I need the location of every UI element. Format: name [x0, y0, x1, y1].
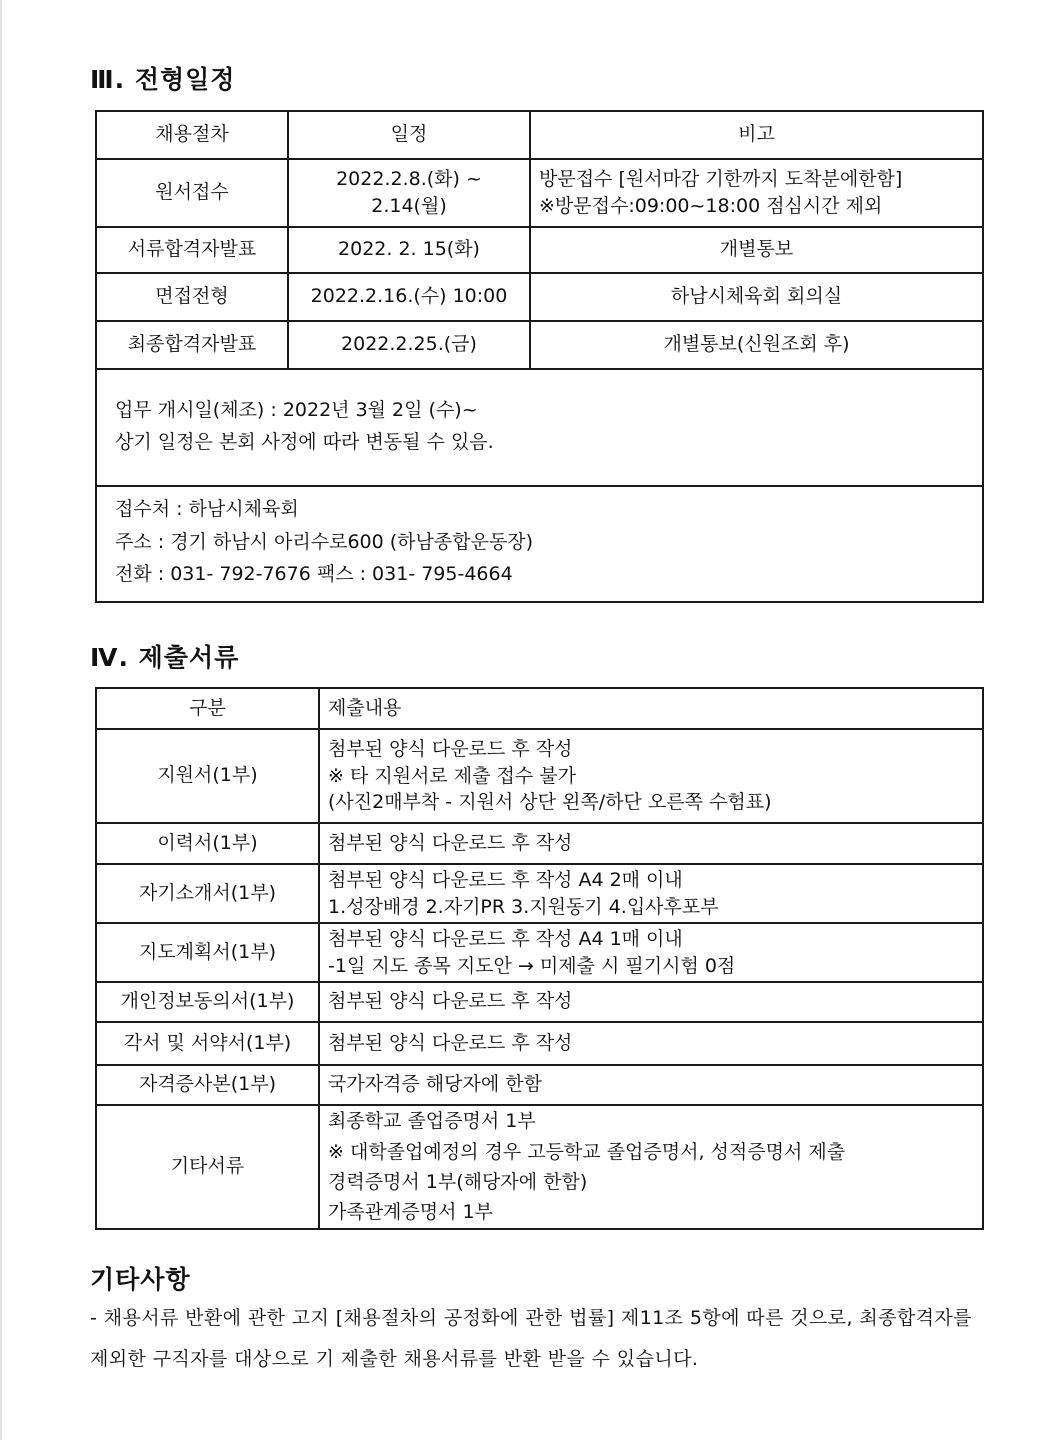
document-content-cell	[319, 982, 983, 1022]
documents-table	[95, 687, 984, 1230]
schedule-date-cell	[288, 159, 530, 227]
document-content-line: 최종학교 졸업증명서 1부	[328, 1110, 536, 1133]
misc-paragraph: - 채용서류 반환에 관한 고지 [채용절차의 공정화에 관한 법률] 제11조 5항에 따른 것으로, 최종합격자를 제외한 구직자를 대상으로 기 제출한 채용서류를 반환 받을 수 있습니다.	[90, 1307, 972, 1370]
schedule-step-cell: 최종합격자발표	[96, 321, 288, 369]
documents-row-application	[96, 729, 983, 823]
document-content-line: -1일 지도 종목 지도안 → 미제출 시 필기시험 0점	[328, 954, 736, 977]
documents-row-pledge	[96, 1022, 983, 1065]
schedule-row-application	[96, 159, 983, 227]
schedule-date-cell: 2022.2.16.(수) 10:00	[288, 273, 530, 321]
documents-header-type: 구분	[96, 688, 319, 729]
document-name-cell: 개인정보동의서(1부)	[96, 982, 319, 1022]
section3-title: Ⅲ. 전형일정	[90, 65, 236, 94]
schedule-change-note: 상기 일정은 본회 사정에 따라 변동될 수 있음.	[115, 431, 494, 454]
schedule-date-cell: 2022. 2. 15(화)	[288, 227, 530, 273]
document-content-cell	[319, 729, 983, 823]
documents-row-coaching-plan	[96, 923, 983, 982]
start-date-note: 업무 개시일(체조) : 2022년 3월 2일 (수)~	[115, 399, 478, 421]
document-content-cell	[319, 864, 983, 923]
document-content-line: 국가자격증 해당자에 한함	[328, 1073, 542, 1096]
document-name-cell: 지원서(1부)	[96, 729, 319, 823]
document-content-line: 경력증명서 1부(해당자에 한함)	[328, 1171, 588, 1193]
document-content-cell	[319, 1022, 983, 1065]
document-name-cell: 자격증사본(1부)	[96, 1065, 319, 1105]
schedule-date-line: 2.14(월)	[371, 195, 447, 217]
document-content-cell	[319, 923, 983, 982]
document-content-line: 1.성장배경 2.자기PR 3.지원동기 4.입사후포부	[328, 895, 719, 918]
documents-row-self-intro	[96, 864, 983, 923]
contact-cell	[96, 486, 983, 602]
misc-title: 기타사항	[90, 1265, 191, 1294]
schedule-date-cell: 2022.2.25.(금)	[288, 321, 530, 369]
schedule-row-document-result	[96, 227, 983, 273]
document-content-cell	[319, 823, 983, 864]
page-left-edge	[0, 0, 2, 1440]
document-content-cell	[319, 1065, 983, 1105]
document-content-line: 첨부된 양식 다운로드 후 작성 A4 1매 이내	[328, 927, 683, 950]
schedule-table	[95, 110, 984, 603]
schedule-header-row	[96, 111, 983, 159]
schedule-note-cell: 개별통보	[530, 227, 983, 273]
document-content-line: (사진2매부착 - 지원서 상단 왼쪽/하단 오른쪽 수험표)	[328, 791, 772, 814]
document-content-line: 첨부된 양식 다운로드 후 작성	[328, 737, 573, 760]
schedule-note-cell: 하남시체육회 회의실	[530, 273, 983, 321]
schedule-note-cell	[530, 159, 983, 227]
document-name-cell: 자기소개서(1부)	[96, 864, 319, 923]
documents-row-others	[96, 1105, 983, 1229]
documents-header-content: 제출내용	[319, 688, 983, 729]
document-content-line: ※ 대학졸업예정의 경우 고등학교 졸업증명서, 성적증명서 제출	[328, 1140, 846, 1163]
schedule-header-note: 비고	[530, 111, 983, 159]
contact-phone-fax: 전화 : 031- 792-7676 팩스 : 031- 795-4664	[115, 563, 513, 586]
document-content-line: 첨부된 양식 다운로드 후 작성	[328, 990, 573, 1013]
schedule-step-cell: 원서접수	[96, 159, 288, 227]
document-content-line: 첨부된 양식 다운로드 후 작성 A4 2매 이내	[328, 868, 683, 891]
contact-address: 주소 : 경기 하남시 아리수로600 (하남종합운동장)	[115, 530, 534, 553]
documents-row-certificate	[96, 1065, 983, 1105]
document-name-cell: 이력서(1부)	[96, 823, 319, 864]
schedule-note-cell: 개별통보(신원조회 후)	[530, 321, 983, 369]
contact-row	[96, 486, 983, 602]
schedule-step-cell: 서류합격자발표	[96, 227, 288, 273]
schedule-row-interview	[96, 273, 983, 321]
schedule-row-final-result	[96, 321, 983, 369]
document-content-line: ※ 타 지원서로 제출 접수 불가	[328, 764, 577, 787]
documents-row-resume	[96, 823, 983, 864]
schedule-date-line: 2022.2.8.(화) ~	[336, 168, 482, 191]
document-name-cell: 기타서류	[96, 1105, 319, 1229]
schedule-step-cell: 면접전형	[96, 273, 288, 321]
contact-receiver: 접수처 : 하남시체육회	[115, 498, 299, 520]
schedule-note-line: ※방문접수:09:00~18:00 점심시간 제외	[539, 195, 883, 217]
schedule-note-line: 방문접수 [원서마감 기한까지 도착분에한함]	[539, 168, 903, 191]
document-content-line: 가족관계증명서 1부	[328, 1201, 493, 1224]
schedule-notes-row	[96, 369, 983, 486]
document-name-cell: 각서 및 서약서(1부)	[96, 1022, 319, 1065]
document-content-line: 첨부된 양식 다운로드 후 작성	[328, 1031, 573, 1054]
document-content-line: 첨부된 양식 다운로드 후 작성	[328, 831, 573, 854]
section4-title: Ⅳ. 제출서류	[90, 643, 240, 672]
document-name-cell: 지도계획서(1부)	[96, 923, 319, 982]
documents-row-privacy-consent	[96, 982, 983, 1022]
document-content-cell	[319, 1105, 983, 1229]
schedule-notes-cell	[96, 369, 983, 486]
schedule-header-step: 채용절차	[96, 111, 288, 159]
schedule-header-date: 일정	[288, 111, 530, 159]
documents-header-row	[96, 688, 983, 729]
